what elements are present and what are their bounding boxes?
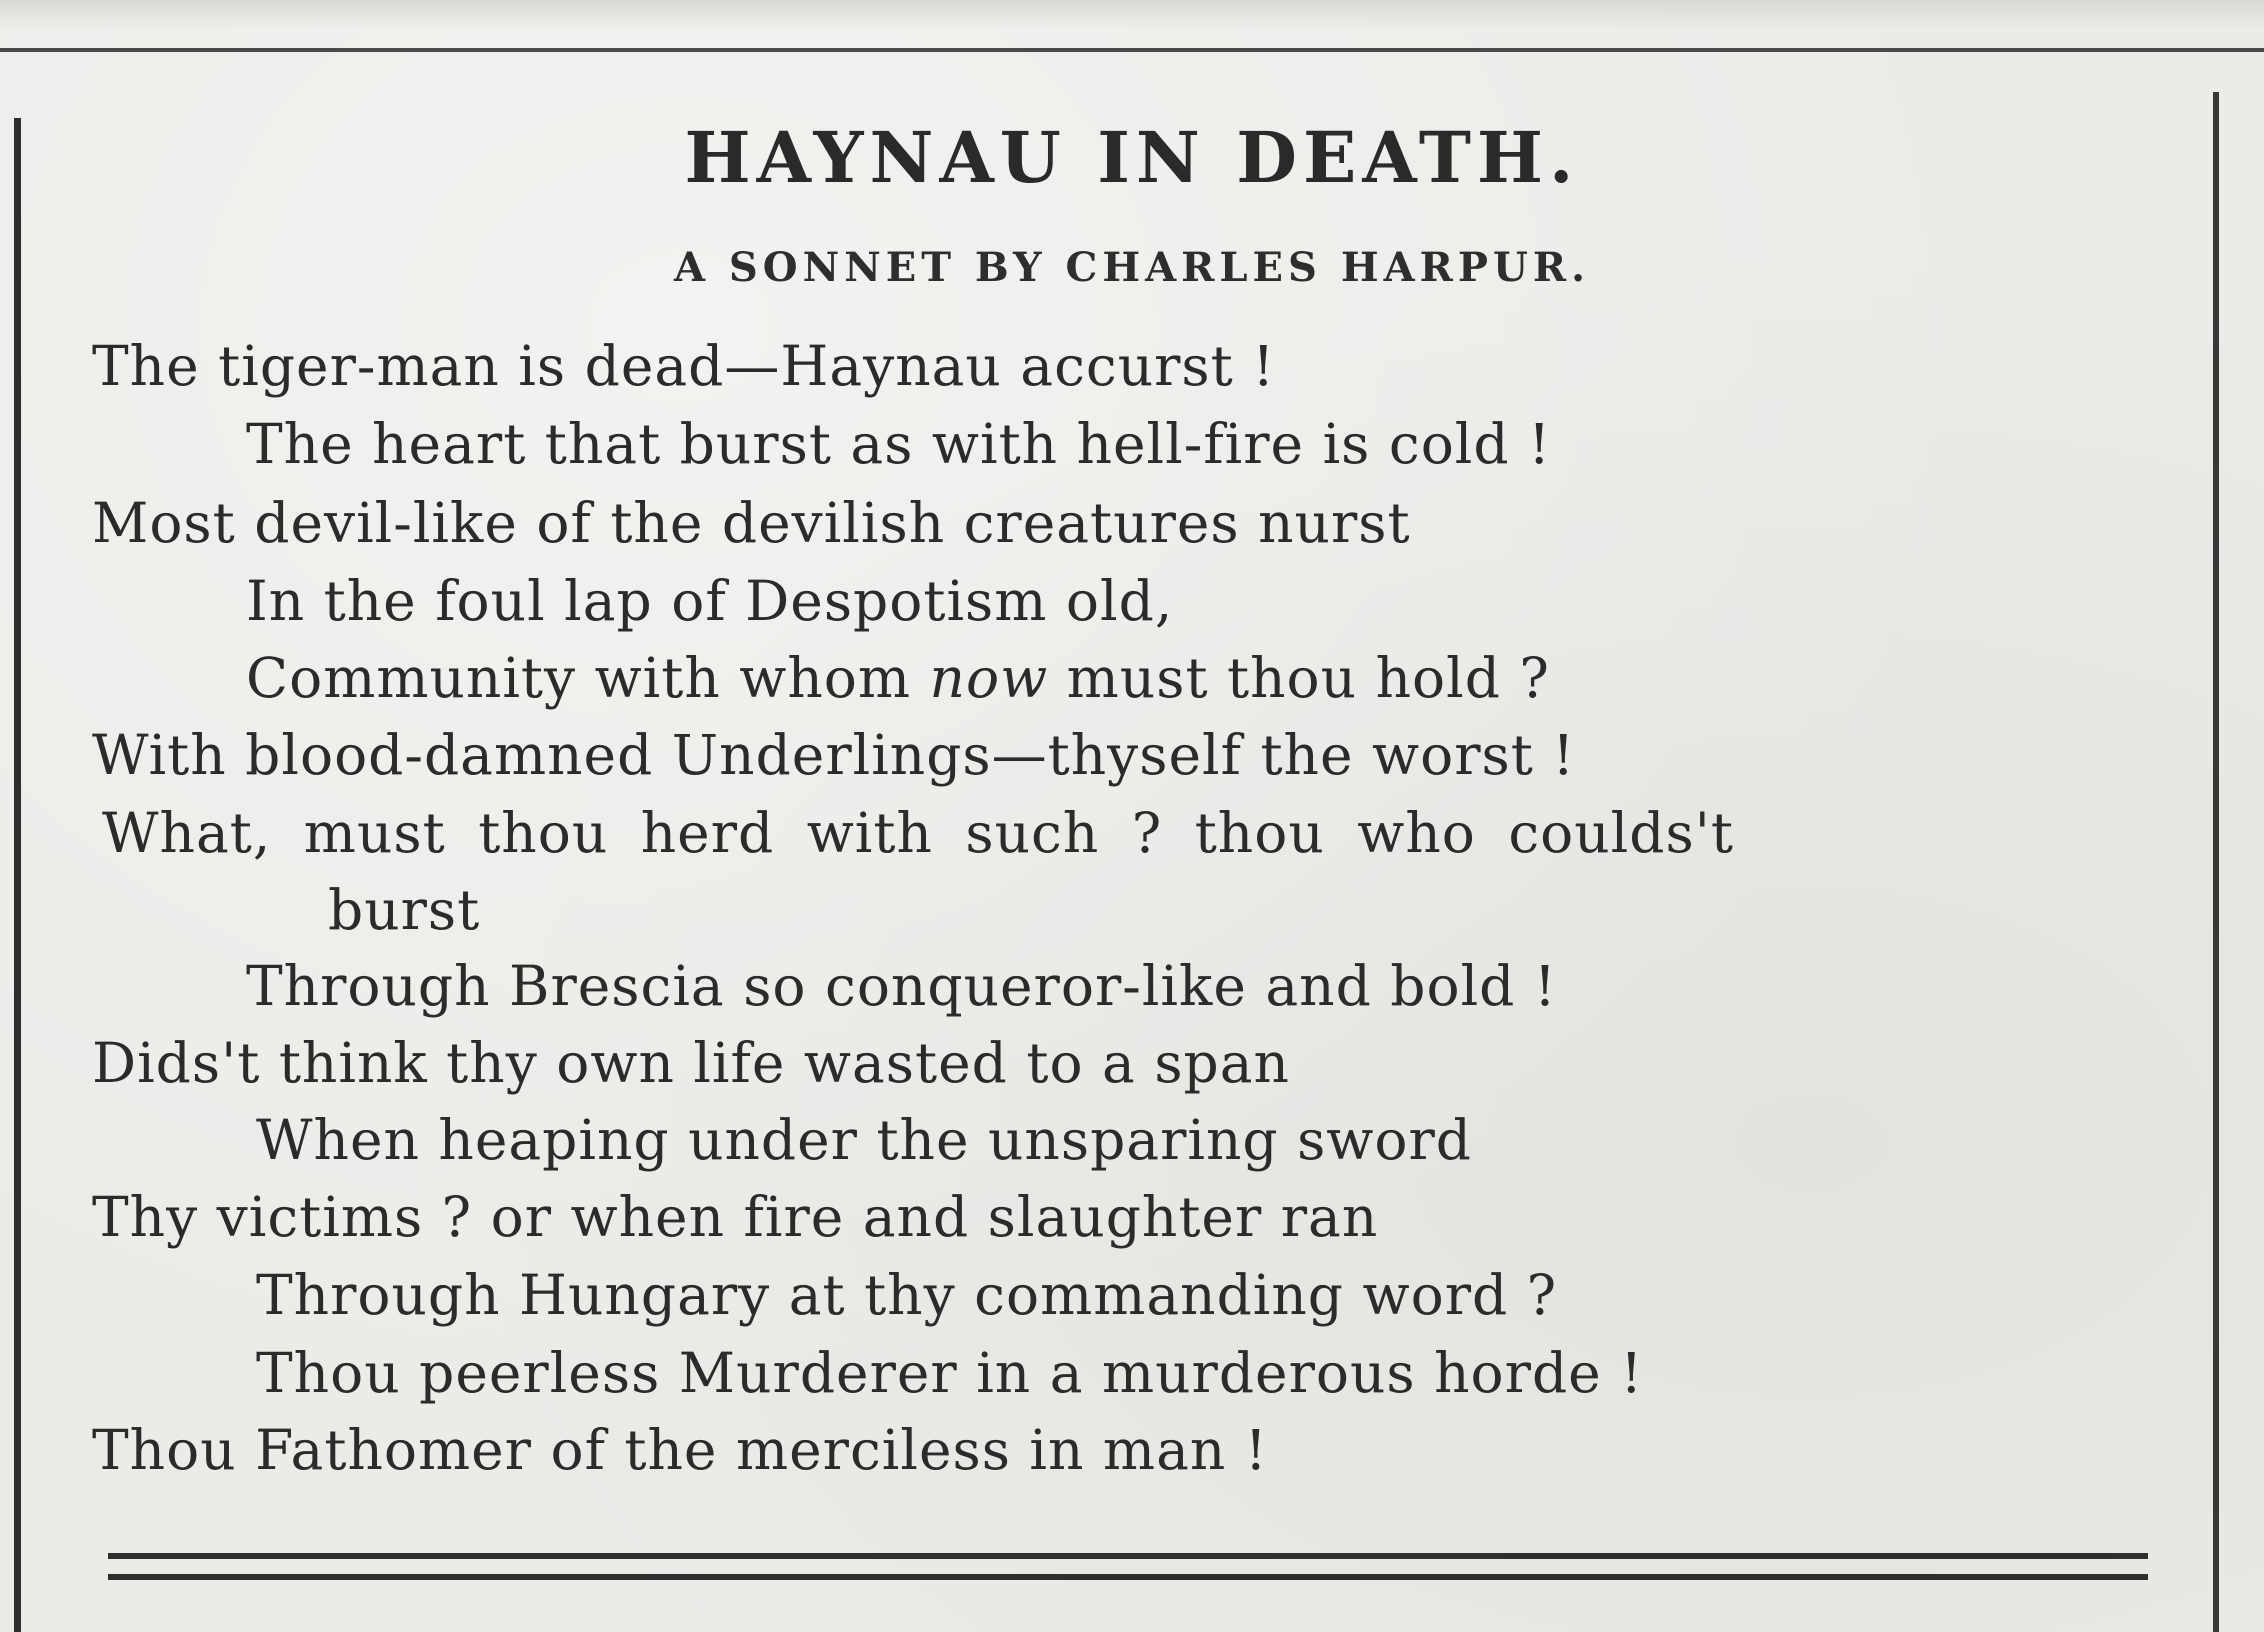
poem-line-6: With blood-damned Underlings—thyself the worst ! xyxy=(92,723,1576,787)
poem-line-4: In the foul lap of Despotism old, xyxy=(246,569,1174,633)
poem-byline: A SONNET BY CHARLES HARPUR. xyxy=(673,244,1591,291)
closing-rule-lower xyxy=(108,1574,2148,1580)
poem-line-1: The tiger-man is dead—Haynau accurst ! xyxy=(92,334,1276,398)
poem-line-5 xyxy=(246,648,1550,708)
poem-line-3: Most devil-like of the devilish creatures nurst xyxy=(92,491,1411,555)
poem-line-5-end: must thou hold ? xyxy=(1048,646,1550,710)
poem-line-14: Thou Fathomer of the merciless in man ! xyxy=(92,1418,1268,1482)
poem-line-10: When heaping under the unsparing sword xyxy=(256,1108,1472,1172)
closing-rule-upper xyxy=(108,1553,2148,1559)
poem-line-8: Through Brescia so conqueror-like and bold ! xyxy=(246,954,1557,1018)
poem-line-7-runover: burst xyxy=(328,878,481,942)
poem-line-11: Thy victims ? or when fire and slaughter ran xyxy=(92,1185,1379,1249)
poem-line-12: Through Hungary at thy commanding word ? xyxy=(256,1263,1558,1327)
poem-title: HAYNAU IN DEATH. xyxy=(684,116,1580,199)
poem-line-5-start: Community with whom xyxy=(246,646,930,710)
poem-line-7: What, must thou herd with such ? thou who coulds't xyxy=(102,801,1734,865)
poem-line-13: Thou peerless Murderer in a murderous horde ! xyxy=(256,1341,1644,1405)
poem-line-5-emphasis: now xyxy=(929,646,1049,710)
poem-line-9: Dids't think thy own life wasted to a span xyxy=(92,1031,1290,1095)
poem-line-2: The heart that burst as with hell-fire is cold ! xyxy=(246,412,1552,476)
